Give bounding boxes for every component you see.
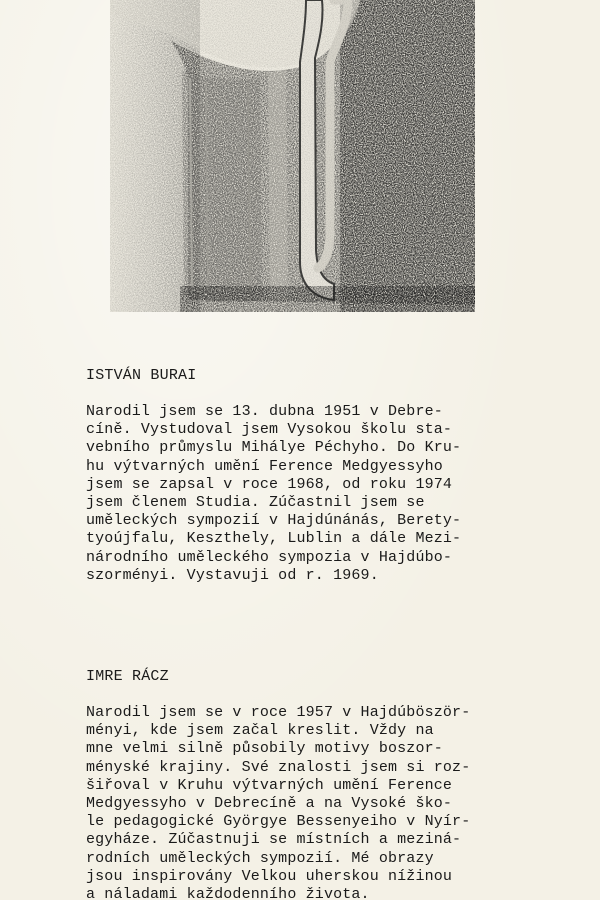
biography-line: a náladami každodenního života. [86,886,370,900]
artist-biography [86,403,566,585]
artist-name: ISTVÁN BURAI [86,367,197,384]
biography-line: tyoújfalu, Keszthely, Lublin a dále Mezi- [86,530,462,548]
biography-line: egyháze. Zúčastnuji se místních a meziná- [86,831,462,849]
biography-line: rodních uměleckých sympozií. Mé obrazy [86,849,434,867]
biography-line: vebního průmyslu Mihálye Péchyho. Do Kru- [86,439,462,457]
biography-line: cíně. Vystudoval jsem Vysokou školu sta- [86,421,453,439]
biography-line: Narodil jsem se 13. dubna 1951 v Debre- [86,403,443,420]
biography-line: ményské krajiny. Své znalosti jsem si roz- [86,758,471,776]
biography-line: národního uměleckého sympozia v Hajdúbo- [86,548,453,566]
biography-line: jsem členem Studia. Zúčastnil jsem se [86,494,425,512]
biography-line: uměleckých sympozií v Hajdúnánás, Berety- [86,512,462,530]
artist-biography [86,704,566,900]
biography-line: szorményi. Vystavuji od r. 1969. [86,566,379,584]
biography-line: jsou inspirovány Velkou uherskou nížinou [86,867,453,885]
biography-line: le pedagogické Györgye Bessenyeiho v Nyír- [86,813,471,831]
biography-line: jsem se zapsal v roce 1968, od roku 1974 [86,475,453,493]
biography-line: šiřoval v Kruhu výtvarných umění Ference [86,776,453,794]
artist-name: IMRE RÁCZ [86,668,169,685]
biography-line: hu výtvarných umění Ference Medgyessyho [86,457,443,475]
biography-line: ményi, kde jsem začal kreslit. Vždy na [86,722,434,740]
biography-line: Narodil jsem se v roce 1957 v Hajdúböször- [86,704,471,721]
biography-line: Medgyessyho v Debrecíně a na Vysoké ško- [86,795,453,813]
sculpture-photo-icon [110,0,475,312]
biography-line: mne velmi silně působily motivy boszor- [86,740,443,758]
sculpture-photo [110,0,475,312]
